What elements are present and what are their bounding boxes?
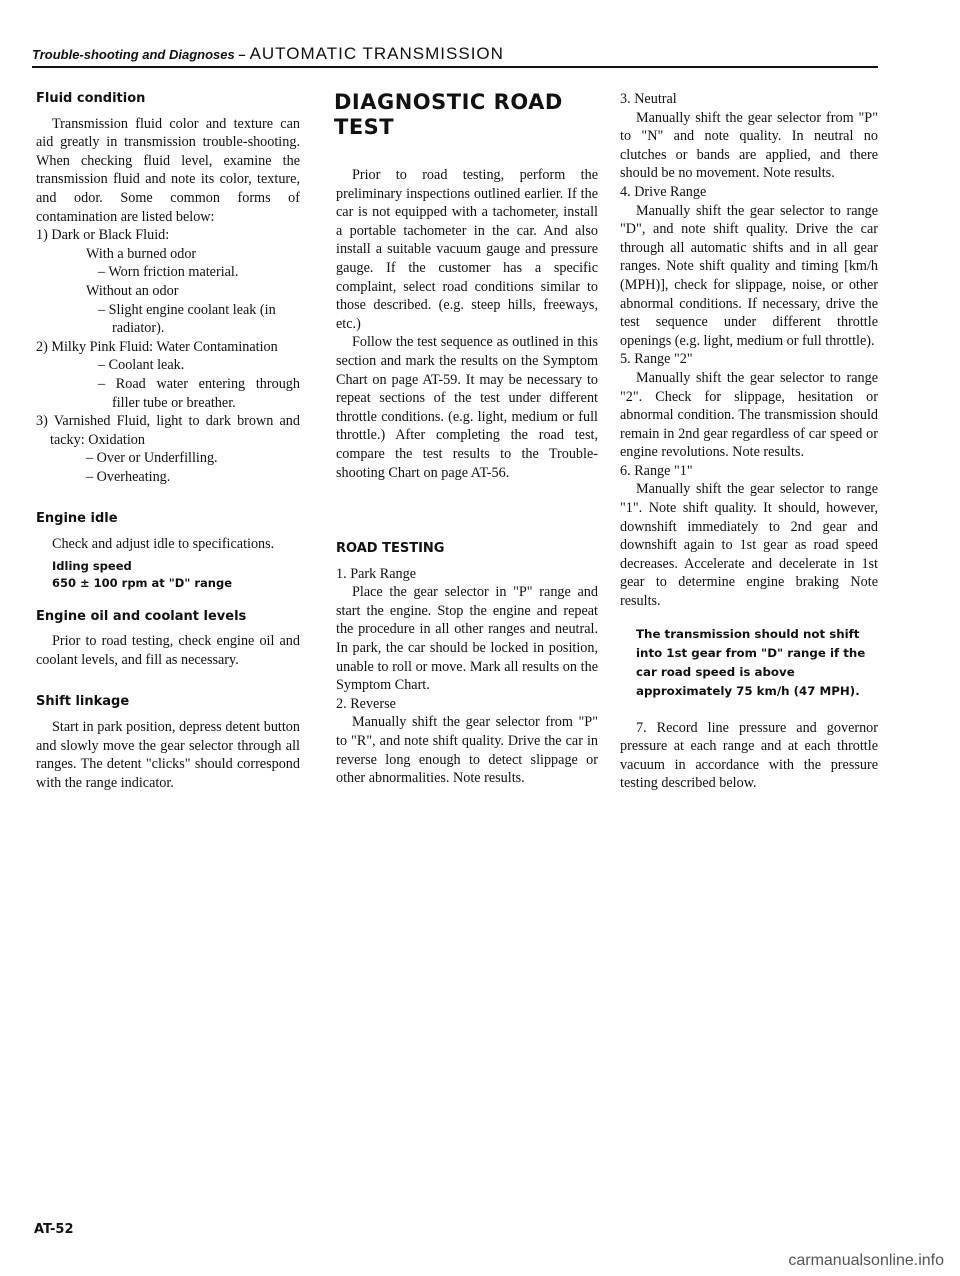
heading-fluid-condition: Fluid condition <box>36 91 146 106</box>
fluid-paragraph: Transmission fluid color and texture can aid greatly in transmission trouble-shooting. When checking fluid level, examine the transmission fluid and note its color, texture, and odor. Some common forms of contamination are listed below: <box>36 115 300 225</box>
list-item: – Coolant leak. <box>98 357 185 374</box>
heading-road-testing: ROAD TESTING <box>336 541 445 557</box>
list-item: 1. Park Range <box>336 565 416 582</box>
shift-paragraph: Start in park position, depress detent button and slowly move the gear selector through all ranges. The detent "clicks" should correspond with the range indicator. <box>36 719 300 791</box>
warning-note: The transmission should not shift into 1st gear from "D" range if the car road speed is above approximately 75 km/h (47 MPH). <box>636 626 866 698</box>
idle-paragraph: Check and adjust idle to specifications. <box>52 536 275 553</box>
list-item: 2. Reverse <box>336 695 396 712</box>
list-item: Without an odor <box>86 282 179 299</box>
diag-paragraph-1: Prior to road testing, perform the preliminary inspections outlined earlier. If the car is not equipped with a tachometer, install a portable tachometer in the car. And also install a suitable vacuum gauge and pressure gauge. If the customer has a specific complaint, select road conditions similar to those described. (e.g. steep hills, freeways, etc.) <box>336 167 598 332</box>
column-middle <box>336 90 598 788</box>
column-left <box>36 90 300 792</box>
list-item: 3) Varnished Fluid, light to dark brown and tacky: Oxidation <box>36 413 300 448</box>
list-item: – Road water entering through filler tube or breather. <box>98 375 300 411</box>
heading-shift-linkage: Shift linkage <box>36 694 130 710</box>
header-section: Trouble-shooting and Diagnoses – <box>32 47 246 62</box>
page-number: AT-52 <box>34 1222 74 1237</box>
list-item: 4. Drive Range <box>620 183 707 200</box>
heading-engine-idle: Engine idle <box>36 511 118 527</box>
column-right <box>620 90 878 793</box>
list-item: 6. Range "1" <box>620 462 693 479</box>
list-item: 2) Milky Pink Fluid: Water Contamination <box>36 338 278 355</box>
list-item: Manually shift the gear selector to range "2". Check for slippage, hesitation or abnormal condition. The transmission should remain in 2nd gear regardless of car speed or engine revolutions. Note results. <box>620 369 878 461</box>
list-item: – Slight engine coolant leak (in radiator). <box>98 301 276 337</box>
header-title: AUTOMATIC TRANSMISSION <box>249 44 504 63</box>
idle-spec-value: 650 ± 100 rpm at "D" range <box>52 575 232 590</box>
list-item: 1) Dark or Black Fluid: <box>36 227 170 244</box>
heading-oil-coolant: Engine oil and coolant levels <box>36 608 247 624</box>
oil-paragraph: Prior to road testing, check engine oil and coolant levels, and fill as necessary. <box>36 633 300 668</box>
list-item: 3. Neutral <box>620 91 677 107</box>
idle-spec-label: Idling speed <box>52 558 132 573</box>
list-item: – Over or Underfilling. <box>86 450 218 467</box>
watermark: carmanualsonline.info <box>788 1252 944 1269</box>
list-item: Manually shift the gear selector from "P" to "R", and note shift quality. Drive the car in reverse long enough to detect slippage or other abnormalities. Note results. <box>336 714 598 787</box>
diag-paragraph-2: Follow the test sequence as outlined in this section and mark the results on the Symptom Chart on page AT-59. It may be necessary to repeat sections of the test under different throttle conditions. (e.g. light, medium or full throttle.) After completing the road test, compare the test results to the Trouble-shooting Chart on page AT-56. <box>336 334 598 481</box>
heading-diagnostic-road-test: DIAGNOSTIC ROAD TEST <box>334 90 563 139</box>
list-item: Manually shift the gear selector from "P" to "N" and note quality. In neutral no clutches or bands are applied, and there should be no movement. Note results. <box>620 109 878 182</box>
list-item: Place the gear selector in "P" range and start the engine. Stop the engine and repeat the procedure in all other ranges and neutral. In park, the car should be locked in position, unable to roll or move. Mark all results on the Symptom Chart. <box>336 584 598 694</box>
list-item: With a burned odor <box>86 245 197 262</box>
list-item: Manually shift the gear selector to range "1". Note shift quality. It should, however, downshift immediately to 2nd gear and downshift again to 1st gear as road speed decreases. Accelerate and decelerate in 1st gear to determine engine braking Note results. <box>620 481 878 610</box>
list-item: 7. Record line pressure and governor pressure at each range and at each throttle vacuum in accordance with the pressure testing described below. <box>620 719 878 792</box>
list-item: 5. Range "2" <box>620 351 693 368</box>
list-item: – Overheating. <box>86 468 171 485</box>
list-item: – Worn friction material. <box>98 264 239 281</box>
list-item: Manually shift the gear selector to range "D", and note shift quality. Drive the car through all automatic shifts and in all gear ranges. Note shift quality and timing [km/h (MPH)], check for slippage, noise, or other abnormal conditions. If necessary, drive the test sequence under different throttle openings (e.g. light, medium or full throttle). <box>620 202 878 349</box>
page-header <box>32 44 878 68</box>
